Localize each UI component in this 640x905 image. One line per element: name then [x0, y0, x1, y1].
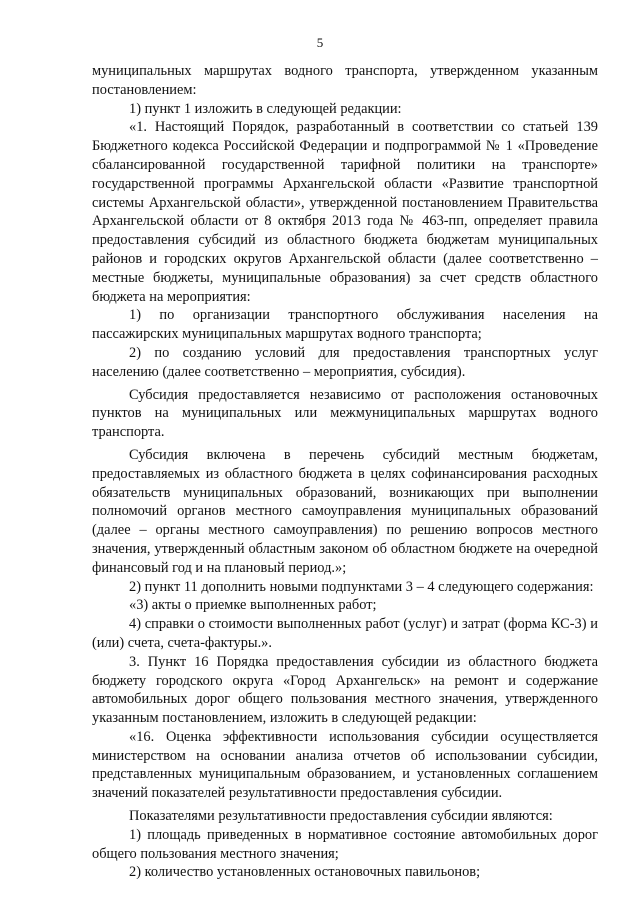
paragraph: 2) пункт 11 дополнить новыми подпунктами 3 – 4 следующего содержания: [129, 578, 594, 595]
paragraph: 4) справки о стоимости выполненных работ (услуг) и затрат (форма КС-3) и (или) счета, счета-фактуры.». [92, 616, 598, 651]
paragraph: 2) по созданию условий для предоставления транспортных услуг населению (далее соответственно – мероприятия, субсидия). [92, 344, 598, 380]
paragraph: Показателями результативности предоставления субсидии являются: [129, 808, 553, 825]
document-body [92, 62, 598, 882]
paragraph: 1) по организации транспортного обслуживания населения на пассажирских муниципальных маршрутах водного транспорта; [92, 307, 598, 343]
paragraph: 2) количество установленных остановочных павильонов; [129, 864, 481, 881]
paragraph: Субсидия включена в перечень субсидий местным бюджетам, предоставляемых из областного бюджета в целях софинансирования расходных обязательств муниципальных образований, возникающих при выполнении полномочий органов местного самоуправления муниципальных образований (далее – органы местного самоуправления) по решению вопросов местного значения, утвержденный областным законом об областном бюджете на очередной финансовый год и на плановый период.»; [92, 446, 598, 576]
paragraph: 1) площадь приведенных в нормативное состояние автомобильных дорог общего пользования местного значения; [92, 826, 598, 862]
page-number: 5 [316, 35, 324, 50]
paragraph: «16. Оценка эффективности использования субсидии осуществляется министерством на основании анализа отчетов об использовании субсидии, представленных муниципальным образованием, и установленных соглашением значений показателей результативности предоставления субсидии. [92, 728, 598, 802]
paragraph: 3. Пункт 16 Порядка предоставления субсидии из областного бюджета бюджету городского округа «Город Архангельск» на ремонт и содержание автомобильных дорог общего пользования местного значения, утвержденного указанным постановлением, изложить в следующей редакции: [92, 653, 598, 727]
paragraph: «3) акты о приемке выполненных работ; [129, 597, 377, 614]
paragraph: Субсидия предоставляется независимо от расположения остановочных пунктов на муниципальных или межмуниципальных маршрутах водного транспорта. [92, 386, 598, 441]
paragraph: «1. Настоящий Порядок, разработанный в соответствии со статьей 139 Бюджетного кодекса Российской Федерации и подпрограммой № 1 «Проведение сбалансированной государственной тарифной политики на транспорте» государственной программы Архангельской области «Развитие транспортной системы Архангельской области», утвержденной постановлением Правительства Архангельской области от 8 октября 2013 года № 463-пп, определяет правила предоставления субсидий из областного бюджета бюджетам муниципальных районов и городских округов Архангельской области (далее соответственно – местные бюджеты, муниципальные образования) за счет средств областного бюджета на мероприятия: [92, 119, 598, 305]
paragraph: муниципальных маршрутах водного транспорта, утвержденном указанным постановлением: [92, 63, 598, 98]
paragraph: 1) пункт 1 изложить в следующей редакции: [129, 100, 402, 117]
